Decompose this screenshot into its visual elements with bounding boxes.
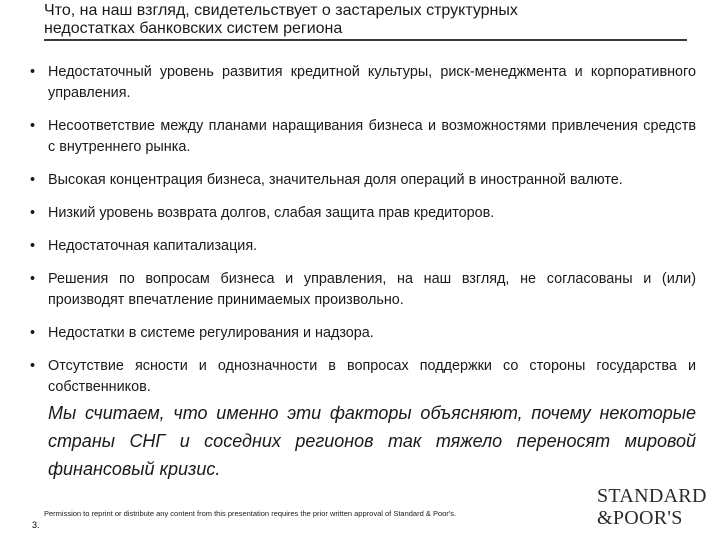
slide-title	[44, 2, 684, 38]
bullet-item	[30, 203, 696, 224]
bullet-icon: •	[30, 325, 36, 341]
bullet-item	[30, 323, 696, 344]
bullet-icon: •	[30, 358, 36, 374]
bullet-text: Несоответствие между планами наращивания бизнеса и возможностями привлечения средств с внутреннего рынка.	[48, 118, 696, 155]
bullet-item	[30, 269, 696, 311]
bullet-item	[30, 236, 696, 257]
bullet-text: Низкий уровень возврата долгов, слабая защита прав кредиторов.	[48, 205, 495, 221]
bullet-item	[30, 62, 696, 104]
bullet-icon: •	[30, 271, 36, 287]
bullet-item	[30, 170, 696, 191]
logo-line-1: STANDARD	[597, 485, 707, 507]
slide-title-line-2: недостатках банковских систем региона	[44, 20, 343, 37]
bullet-icon: •	[30, 205, 36, 221]
conclusion-text: Мы считаем, что именно эти факторы объясняют, почему некоторые страны СНГ и соседних регионов так тяжело переносят мировой финансовый кризис.	[48, 403, 696, 479]
bullet-icon: •	[30, 64, 36, 80]
bullet-text: Недостатки в системе регулирования и надзора.	[48, 325, 374, 341]
title-underline	[44, 39, 687, 41]
slide-title-line-1: Что, на наш взгляд, свидетельствует о застарелых структурных	[44, 2, 518, 19]
bullet-list	[30, 62, 696, 410]
bullet-item	[30, 116, 696, 158]
bullet-icon: •	[30, 238, 36, 254]
bullet-icon: •	[30, 172, 36, 188]
bullet-text: Недостаточный уровень развития кредитной культуры, риск-менеджмента и корпоративного управления.	[48, 64, 696, 101]
logo-line-2: &POOR'S	[597, 507, 683, 529]
footer-disclaimer: Permission to reprint or distribute any content from this presentation requires the prior written approval of Standard & Poor's.	[44, 509, 457, 518]
bullet-text: Высокая концентрация бизнеса, значительная доля операций в иностранной валюте.	[48, 172, 623, 188]
bullet-item	[30, 356, 696, 398]
bullet-icon: •	[30, 118, 36, 134]
bullet-text: Отсутствие ясности и однозначности в вопросах поддержки со стороны государства и собственников.	[48, 358, 696, 395]
page-number: 3.	[32, 520, 40, 530]
bullet-text: Решения по вопросам бизнеса и управления, на наш взгляд, не согласованы и (или) производят впечатление принимаемых произвольно.	[48, 271, 696, 308]
standard-poors-logo	[597, 485, 707, 529]
bullet-text: Недостаточная капитализация.	[48, 238, 258, 254]
